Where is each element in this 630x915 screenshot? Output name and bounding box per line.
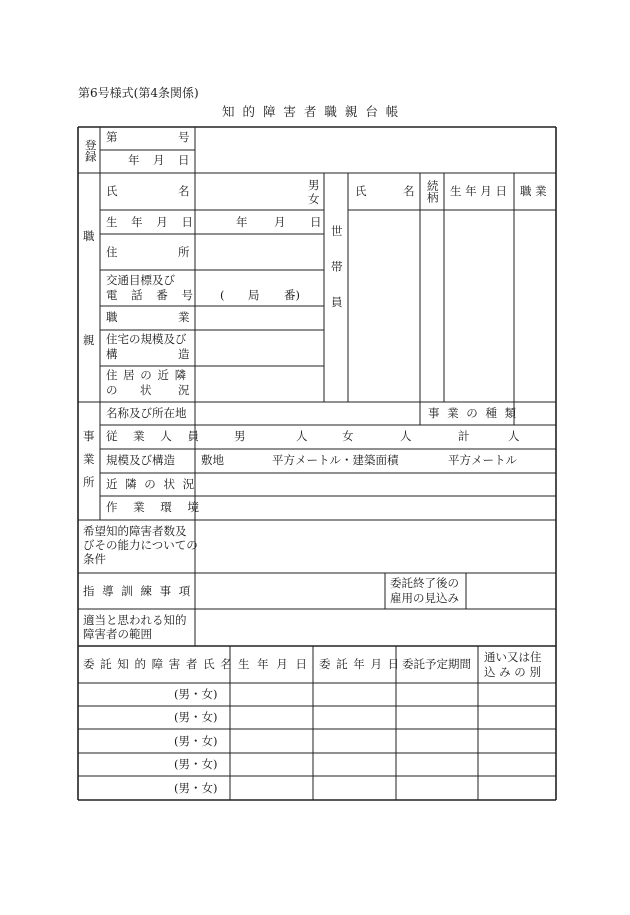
commission-date-header: 委 託 年 月 日 [319,657,401,671]
household-name-label-1: 氏 [355,184,367,198]
employer-name-label-1: 氏 [106,184,118,198]
appropriate-line-2: 障害者の範囲 [83,627,152,641]
traffic-label-1: 交通目標及び [106,273,175,287]
employees-person-2: 人 [400,429,412,443]
employees-total: 計 [458,429,470,443]
reg-date-year: 年 [128,153,140,167]
employees-female: 女 [342,429,354,443]
employer-label-1: 職 [83,229,95,243]
commute-header-2: 込 み の 別 [484,665,541,679]
occupation-label-1: 職 [106,310,118,324]
entrusted-name-header: 委 託 知 的 障 害 者 氏 名 [83,657,233,671]
entrusted-row-1-gender: (男・女) [174,687,218,701]
employees-label: 従 業 人 員 [106,429,205,443]
desired-line-3: 条件 [83,552,106,566]
business-label-3: 所 [83,475,95,489]
phone-ban: 番) [284,288,300,302]
occupation-label-2: 業 [178,310,190,324]
neighbor-label-2: の [106,383,118,397]
house-label-1: 住宅の規模及び [106,332,187,346]
reg-date-day: 日 [178,153,190,167]
guidance-label: 指 導 訓 練 事 項 [83,584,193,598]
entrusted-birth-header: 生 年 月 日 [238,657,309,671]
employees-person-1: 人 [296,429,308,443]
area-unit: 平方メートル [448,453,517,467]
birth-label: 生 年 月 日 [106,215,198,229]
employer-name-label-2: 名 [178,184,190,198]
business-neighbor-label: 近 隣 の 状 況 [106,477,197,491]
gender-female: 女 [308,192,320,206]
employees-male: 男 [234,429,246,443]
area-text: 平方メートル・建築面積 [272,453,399,467]
neighbor-label-4: 況 [178,383,190,397]
employer-label-2: 親 [83,333,95,347]
reg-number-suffix: 号 [178,130,190,144]
address-label-1: 住 [106,245,118,259]
form-number: 第6号様式(第4条関係) [78,86,199,100]
employment-outlook-1: 委託終了後の [390,576,459,590]
desired-line-2: びその能力についての [83,538,198,552]
household-relation: 続柄 [425,180,440,203]
entrusted-row-4-gender: (男・女) [174,757,218,771]
environment-label: 作 業 環 境 [106,500,205,514]
birth-day: 日 [310,215,322,229]
site-label: 敷地 [201,453,224,467]
business-label-2: 業 [83,452,95,466]
address-label-2: 所 [178,245,190,259]
entrusted-row-5-gender: (男・女) [174,781,218,795]
business-label-1: 事 [83,429,95,443]
page-title: 知 的 障 害 者 職 親 台 帳 [222,104,401,119]
registration-label: 登録 [83,139,98,162]
appropriate-line-1: 適当と思われる知的 [83,613,187,627]
household-birth: 生 年 月 日 [450,184,507,198]
house-label-2: 構 [106,347,118,361]
gender-male: 男 [308,178,320,192]
phone-kyoku: 局 [248,288,260,302]
household-label: 世帯員 [329,225,344,332]
household-occupation: 職 業 [520,184,547,198]
neighbor-label-1: 住 居 の 近 隣 [106,368,188,382]
entrusted-row-2-gender: (男・女) [174,710,218,724]
employment-outlook-2: 雇用の見込み [390,591,459,605]
employees-person-3: 人 [508,429,520,443]
business-type-label: 事 業 の 種 類 [428,406,519,420]
birth-month: 月 [274,215,286,229]
phone-open: ( [220,288,225,302]
reg-number-prefix: 第 [106,130,118,144]
house-label-3: 造 [178,347,190,361]
commute-header-1: 通い又は住 [484,650,542,664]
desired-line-1: 希望知的障害者数及 [83,524,187,538]
reg-date-month: 月 [153,153,165,167]
planned-period-header: 委託予定期間 [402,657,471,671]
household-name-label-2: 名 [403,184,415,198]
scale-label: 規模及び構造 [106,453,175,467]
neighbor-label-3: 状 [140,383,152,397]
name-location-label: 名称及び所在地 [106,406,187,420]
traffic-label-2: 電 話 番 号 [106,288,198,302]
birth-year: 年 [236,215,248,229]
entrusted-row-3-gender: (男・女) [174,734,218,748]
